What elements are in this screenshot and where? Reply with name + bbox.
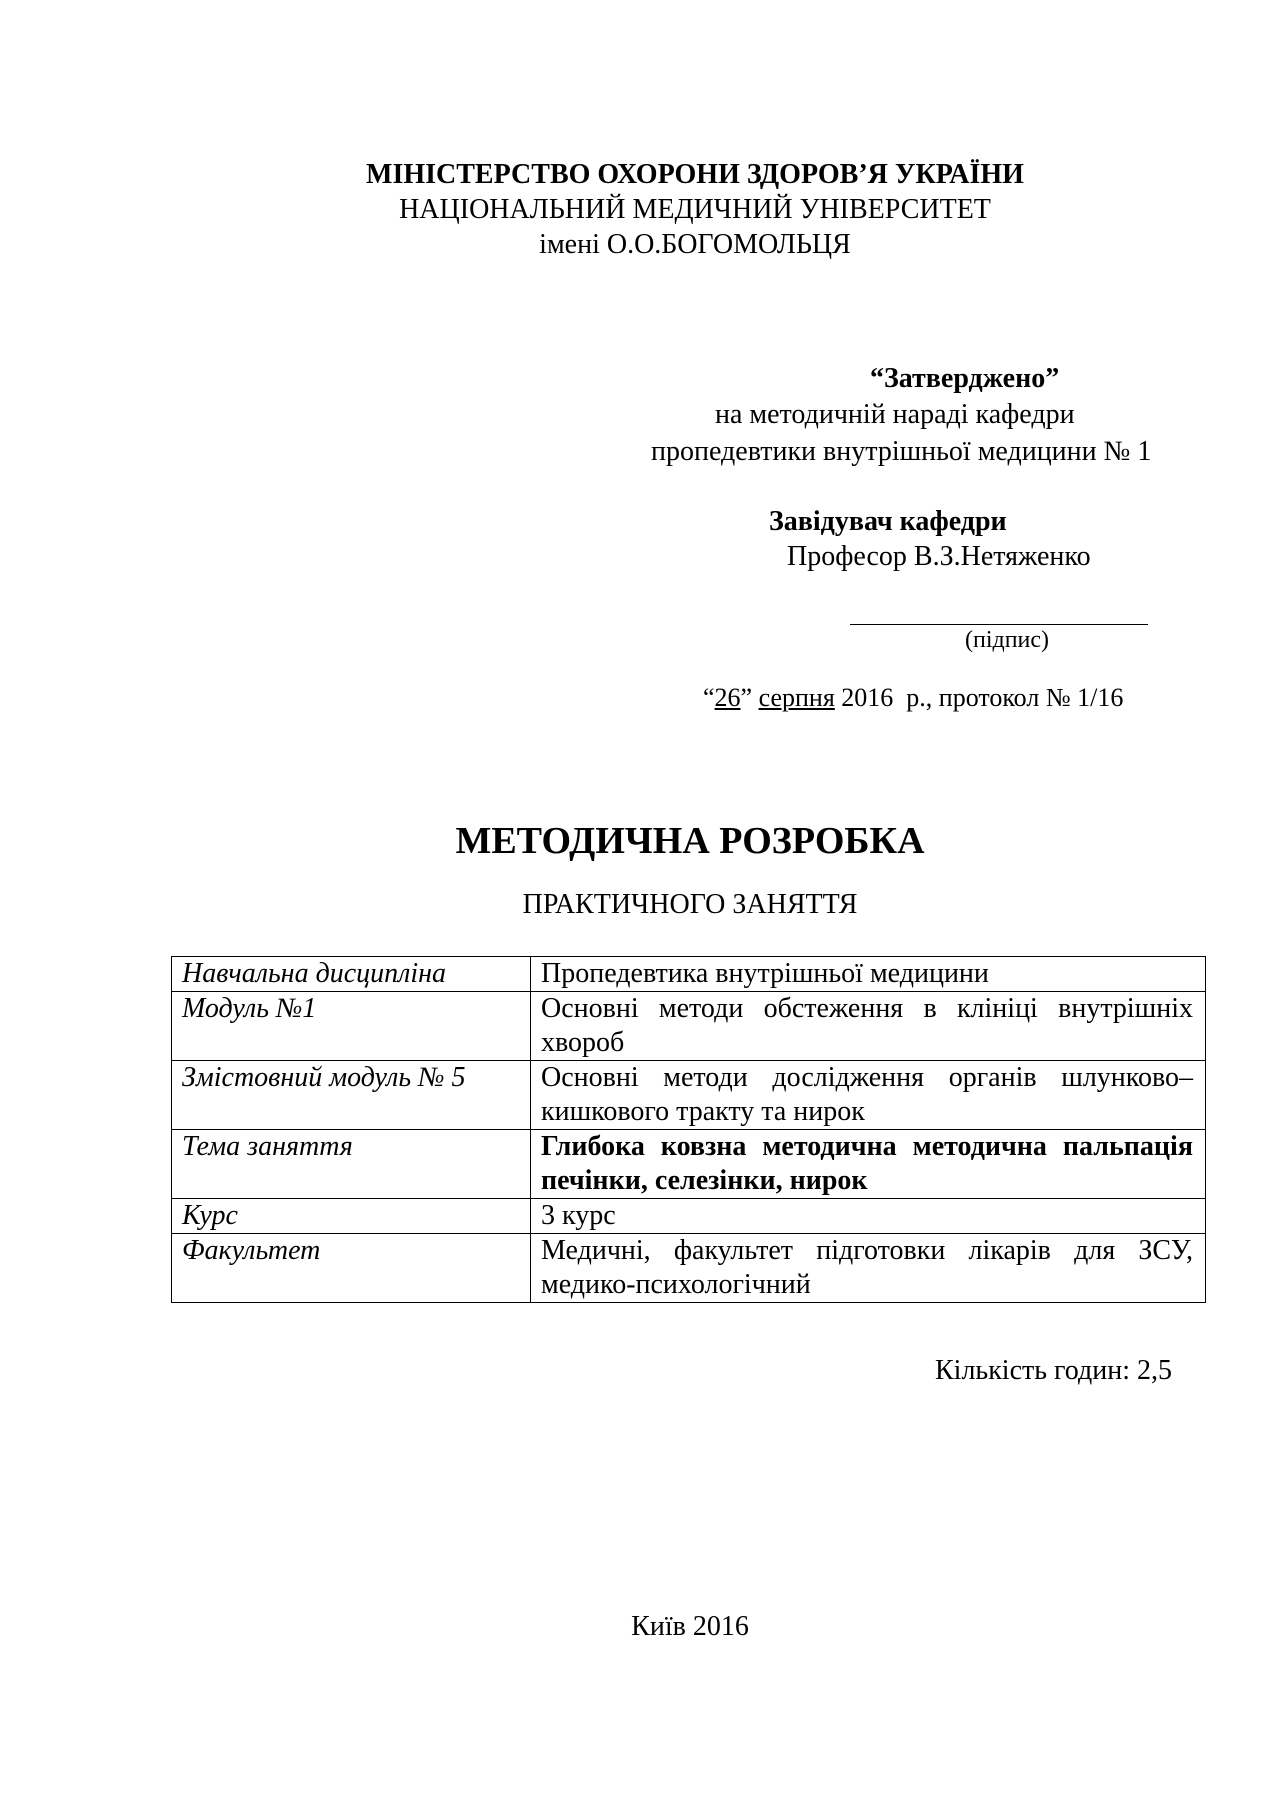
row-label: Навчальна дисципліна [172,957,531,992]
protocol-month: серпня [758,683,835,712]
row-value: Пропедевтика внутрішньої медицини [531,957,1206,992]
table-row [172,1234,1206,1303]
signature-caption: (підпис) [965,627,1050,653]
row-value: Медичні, факультет підготовки лікарів для ЗСУ, медико-психологічний [531,1234,1206,1303]
department-head-title: Завідувач кафедри [769,506,1007,537]
protocol-open-quote: “ [703,683,715,712]
department-head-name: Професор В.З.Нетяженко [787,541,1091,572]
row-label: Тема заняття [172,1130,531,1199]
university-heading: НАЦІОНАЛЬНИЙ МЕДИЧНИЙ УНІВЕРСИТЕТ [399,194,991,225]
approval-title: “Затверджено” [870,363,1060,394]
table-row [172,1061,1206,1130]
row-label: Модуль №1 [172,992,531,1061]
table-row [172,1199,1206,1234]
ministry-heading: МІНІСТЕРСТВО ОХОРОНИ ЗДОРОВ’Я УКРАЇНИ [366,159,1024,190]
city-year: Київ 2016 [631,1611,749,1642]
row-label: Курс [172,1199,531,1234]
row-value: 3 курс [531,1199,1206,1234]
row-value: Глибока ковзна методична методична пальпація печінки, селезінки, нирок [531,1130,1206,1199]
approval-line-1: на методичній нараді кафедри [715,399,1075,430]
table-row [172,957,1206,992]
document-subtitle: ПРАКТИЧНОГО ЗАНЯТТЯ [522,889,858,920]
document-title: МЕТОДИЧНА РОЗРОБКА [455,820,925,862]
row-label: Факультет [172,1234,531,1303]
protocol-day: 26 [714,683,741,712]
row-value: Основні методи дослідження органів шлунково–кишкового тракту та нирок [531,1061,1206,1130]
approval-line-2: пропедевтики внутрішньої медицини № 1 [651,436,1152,467]
row-label: Змістовний модуль № 5 [172,1061,531,1130]
table-row [172,1130,1206,1199]
table-row [172,992,1206,1061]
row-value: Основні методи обстеження в клініці внутрішніх хвороб [531,992,1206,1061]
university-named-after: імені О.О.БОГОМОЛЬЦЯ [539,229,851,260]
protocol-rest: 2016 р., протокол № 1/16 [834,683,1124,712]
protocol-close-quote: ” [740,683,753,712]
hours-count: Кількість годин: 2,5 [935,1355,1172,1386]
lesson-info-table [171,956,1206,1303]
signature-line [850,590,1148,625]
protocol-line [703,681,1123,715]
